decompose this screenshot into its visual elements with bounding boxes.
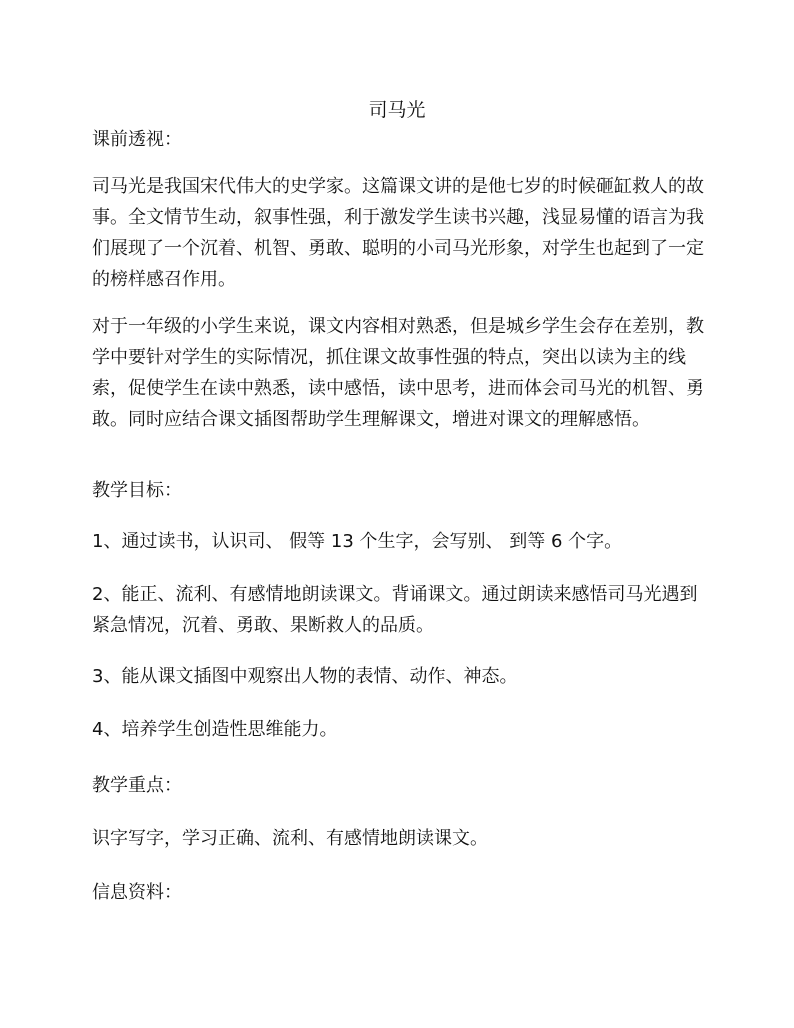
info-heading: 信息资料： xyxy=(92,882,182,903)
goal-item-2: 2、能正、流利、有感情地朗读课文。背诵课文。通过朗读来感悟司马光遇到紧急情况，沉着、勇敢、果断救人的品质。 xyxy=(92,584,698,636)
document-title: 司马光 xyxy=(368,99,426,121)
preview-heading: 课前透视： xyxy=(92,129,182,150)
focus-heading: 教学重点： xyxy=(92,775,182,796)
goals-heading: 教学目标： xyxy=(92,480,182,501)
goal-item-3: 3、能从课文插图中观察出人物的表情、动作、神态。 xyxy=(92,666,518,687)
preview-paragraph-2: 对于一年级的小学生来说，课文内容相对熟悉，但是城乡学生会存在差别，教学中要针对学生的实际情况，抓住课文故事性强的特点，突出以读为主的线索，促使学生在读中熟悉，读中感悟，读中思考，进而体会司马光的机智、勇敢。同时应结合课文插图帮助学生理解课文，增进对课文的理解感悟。 xyxy=(92,316,704,430)
preview-paragraph-1: 司马光是我国宋代伟大的史学家。这篇课文讲的是他七岁的时候砸缸救人的故事。全文情节生动，叙事性强，利于激发学生读书兴趣，浅显易懂的语言为我们展现了一个沉着、机智、勇敢、聪明的小司马光形象，对学生也起到了一定的榜样感召作用。 xyxy=(92,176,704,290)
goal-item-4: 4、培养学生创造性思维能力。 xyxy=(92,719,338,740)
goal-item-1: 1、通过读书，认识司、 假等 13 个生字，会写别、 到等 6 个字。 xyxy=(92,531,623,552)
focus-text: 识字写字，学习正确、流利、有感情地朗读课文。 xyxy=(92,828,488,849)
